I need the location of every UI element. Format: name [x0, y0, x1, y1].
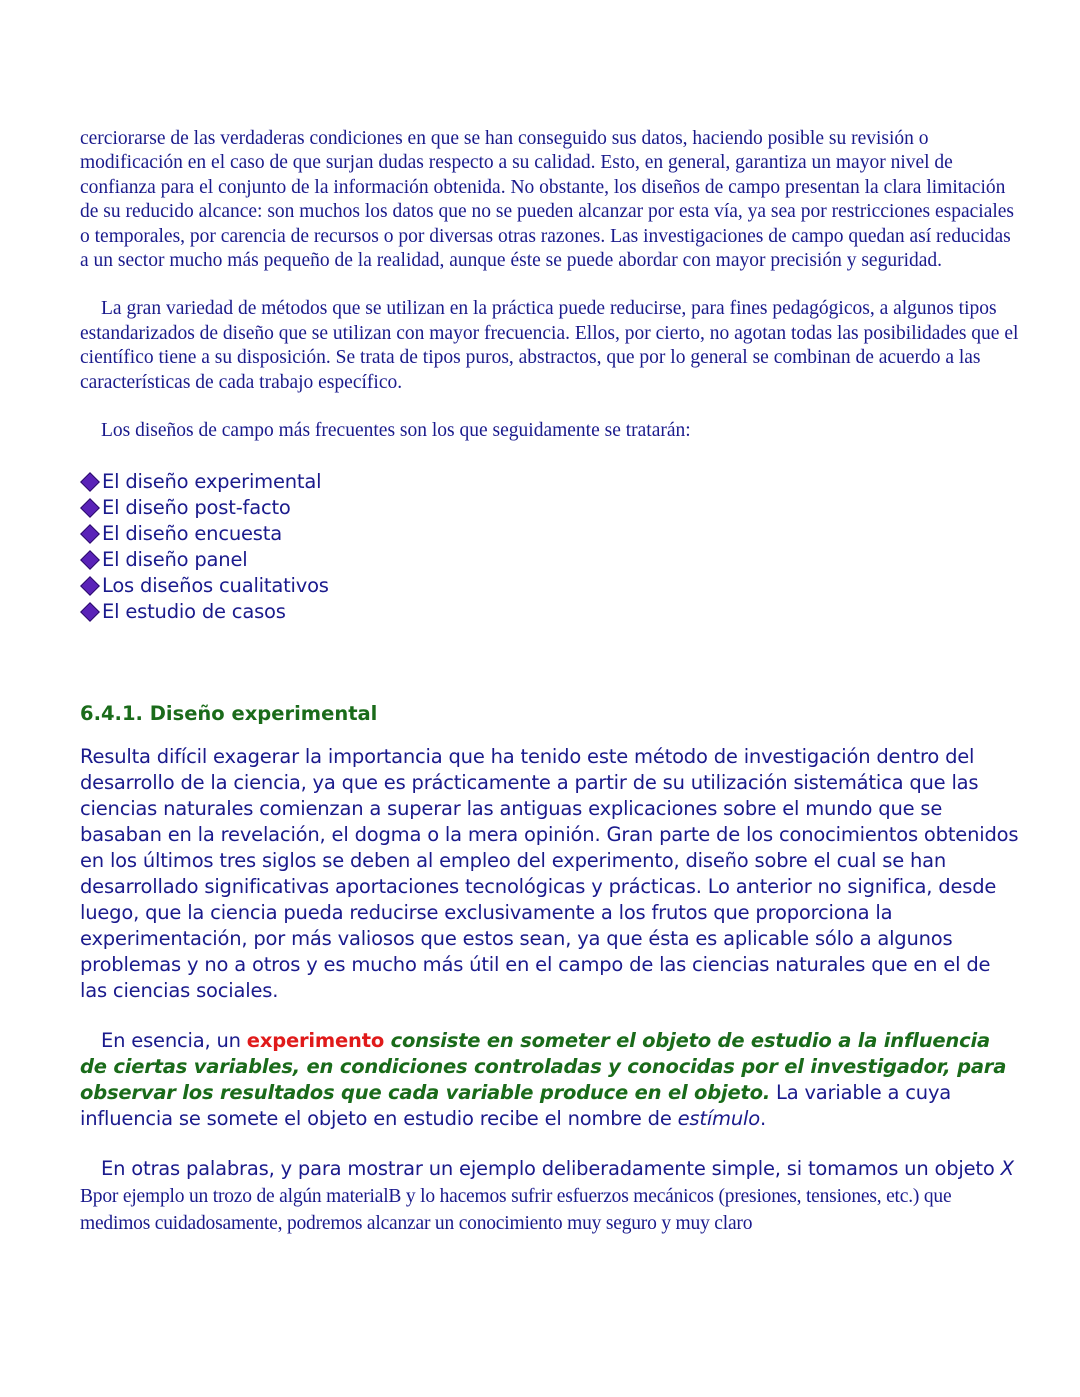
diamond-bullet-icon	[80, 525, 100, 545]
definition-end: .	[759, 1106, 766, 1130]
paragraph-experiment-definition	[80, 1028, 1020, 1132]
list-item-label: Los diseños cualitativos	[102, 574, 329, 598]
diamond-bullet-icon	[80, 499, 100, 519]
experiment-term: experimento	[246, 1028, 385, 1052]
paragraph-experiment-importance: Resulta difícil exagerar la importancia que ha tenido este método de investigación dentro del desarrollo de la ciencia, ya que es prácticamente a partir de su utilización sistemática que las ciencias naturales comienzan a superar las antiguas explicaciones sobre el mundo que se basaban en la revelación, el dogma o la mera opinión. Gran parte de los conocimientos obtenidos en los últimos tres siglos se deben al empleo del experimento, diseño sobre el cual se han desarrollado significativas aportaciones tecnológicas y prácticas. Lo anterior no significa, desde luego, que la ciencia pueda reducirse exclusivamente a los frutos que proporciona la experimentación, por más valiosos que estos sean, ya que ésta es aplicable sólo a algunos problemas y no a otros y es mucho más útil en el campo de las ciencias naturales que en el de las ciencias sociales.	[80, 744, 1019, 1002]
list-item	[80, 495, 1020, 521]
diamond-bullet-icon	[80, 551, 100, 571]
stimulus-term: estímulo	[677, 1106, 760, 1130]
list-item-label: El estudio de casos	[102, 600, 286, 624]
definition-continuation: La variable a cuya influencia se somete el objeto en estudio recibe el nombre de	[80, 1080, 952, 1130]
list-item-label: El diseño encuesta	[102, 522, 282, 546]
paragraph-example	[80, 1156, 1020, 1237]
list-item	[80, 573, 1020, 599]
diamond-bullet-icon	[80, 603, 100, 623]
example-rest: Bpor ejemplo un trozo de algún materialB y lo hacemos sufrir esfuerzos mecánicos (presiones, tensiones, etc.) que medimos cuidadosamente, podremos alcanzar un conocimiento muy seguro y muy claro	[80, 1185, 952, 1234]
list-item	[80, 547, 1020, 573]
list-item	[80, 599, 1020, 625]
list-item-label: El diseño panel	[102, 548, 248, 572]
paragraph-method-variety: La gran variedad de métodos que se utilizan en la práctica puede reducirse, para fines pedagógicos, a algunos tipos estandarizados de diseño que se utilizan con mayor frecuencia. Ellos, por cierto, no agotan todas las posibilidades que el científico tiene a su disposición. Se trata de tipos puros, abstractos, que por lo general se combinan de acuerdo a las características de cada trabajo específico.	[80, 298, 1019, 393]
example-intro: En otras palabras, y para mostrar un ejemplo deliberadamente simple, si tomamos un objeto	[101, 1156, 1001, 1180]
section-heading: 6.4.1. Diseño experimental	[80, 702, 378, 726]
object-letter: X	[1000, 1156, 1014, 1180]
diamond-bullet-icon	[80, 577, 100, 597]
experiment-definition: consiste en someter el objeto de estudio a la influencia de ciertas variables, en condiciones controladas y conocidas por el investigador, para observar los resultados que cada variable produce en el objeto.	[80, 1028, 1007, 1104]
design-types-list	[80, 469, 1020, 625]
diamond-bullet-icon	[80, 473, 100, 493]
paragraph-field-designs: cerciorarse de las verdaderas condiciones en que se han conseguido sus datos, haciendo posible su revisión o modificación en el caso de que surjan dudas respecto a su calidad. Esto, en general, garantiza un mayor nivel de confianza para el conjunto de la información obtenida. No obstante, los diseños de campo presentan la clara limitación de su reducido alcance: son muchos los datos que no se pueden alcanzar por esta vía, ya sea por restricciones espaciales o temporales, por carencia de recursos o por diversas otras razones. Las investigaciones de campo quedan así reducidas a un sector mucho más pequeño de la realidad, aunque éste se puede abordar con mayor precisión y seguridad.	[80, 128, 1015, 272]
list-item	[80, 521, 1020, 547]
list-item-label: El diseño experimental	[102, 470, 322, 494]
list-item	[80, 469, 1020, 495]
document-page	[80, 127, 1020, 1237]
paragraph-list-intro: Los diseños de campo más frecuentes son los que seguidamente se tratarán:	[101, 420, 691, 442]
list-item-label: El diseño post-facto	[102, 496, 291, 520]
definition-intro: En esencia, un	[101, 1028, 247, 1052]
